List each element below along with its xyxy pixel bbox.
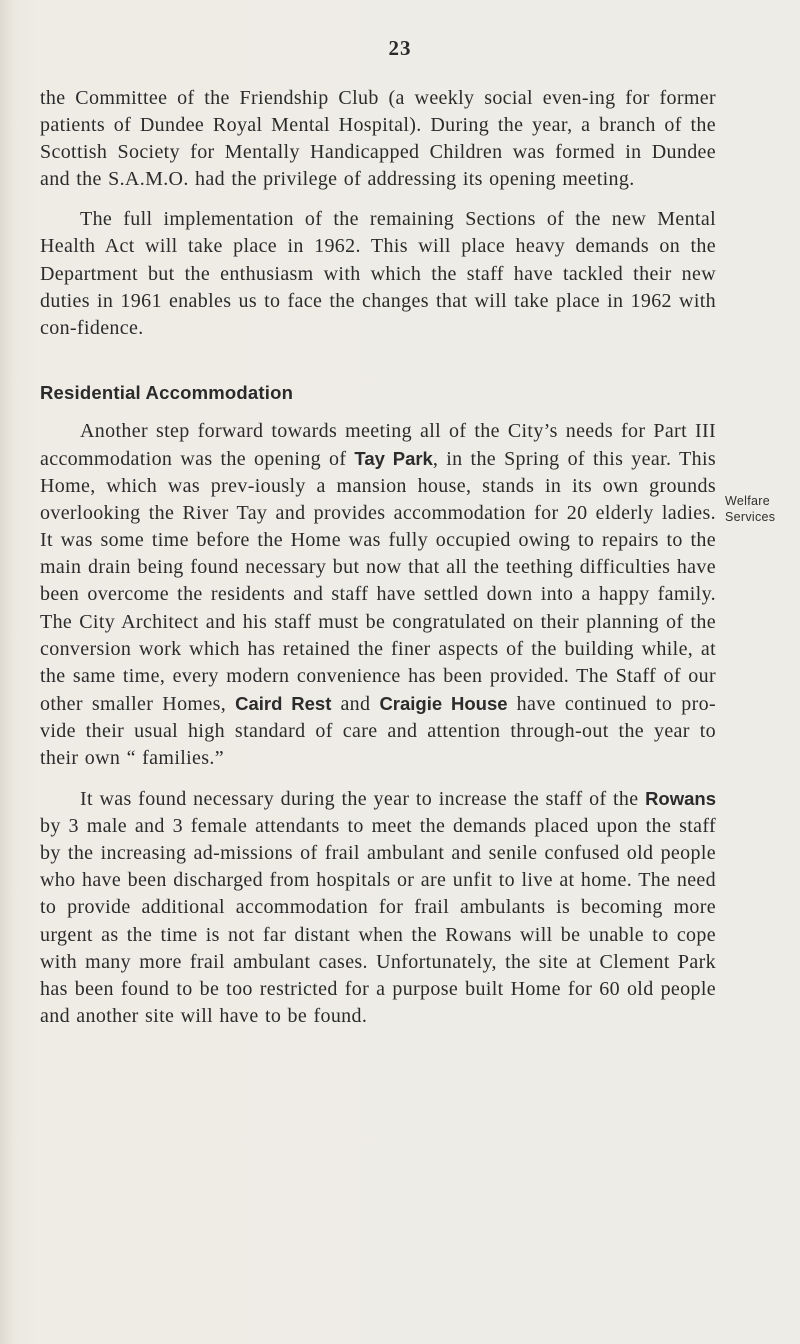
section-heading: Residential Accommodation bbox=[40, 381, 294, 403]
paragraph-text: and bbox=[331, 692, 380, 715]
home-name-caird-rest: Caird Rest bbox=[235, 692, 332, 714]
paragraph-text: , in the Spring of this year. This Home, which was prev-iously a mansion house, stands in its own grounds overlooking the River Tay and provides accommodation for 20 elderly ladies. It was some time before the Home was fully occupied owing to repairs to the main drain being found necessary but now that all the teething difficulties have been overcome the residents and staff have settled down into a happy family. The City Architect and his staff must be congratulated on their planning of the conversion work which has retained the finer aspects of the building while, at the same time, every modern convenience has been provided. The Staff of our other smaller Homes, bbox=[40, 447, 717, 715]
body-text bbox=[40, 85, 716, 1030]
page-number: 23 bbox=[388, 36, 412, 60]
margin-note-welfare-services bbox=[725, 493, 795, 525]
home-name-craigie-house: Craigie House bbox=[379, 692, 508, 714]
paragraph-tay-park bbox=[40, 418, 716, 772]
paragraph-text: by 3 male and 3 female attendants to meet the demands placed upon the staff by the increasing ad-missions of frail ambulant and senile confused old people who have been discharged from hospitals or are unfit to live at home. The need to provide additional accommodation for frail ambulants is becoming more urgent as the time is not far distant when the Rowans will be unable to cope with many more frail ambulant cases. Unfortunately, the site at Clement Park has been found to be too restricted for a purpose built Home for 60 old people and another site will have to be found. bbox=[40, 815, 716, 1027]
paragraph-mental-health-act: The full implementation of the remaining Sections of the new Mental Health Act will take place in 1962. This will place heavy demands on the Department but the enthusiasm with which the staff have tackled their new duties in 1961 enables us to face the changes that will take place in 1962 with con-fidence. bbox=[40, 208, 716, 339]
paragraph-text: Another step forward towards meeting all of the City’s needs for Part III accommodation was the opening of bbox=[40, 419, 716, 470]
paragraph-rowans bbox=[40, 785, 716, 1030]
margin-note-line: Welfare bbox=[725, 494, 770, 508]
paragraph-friendship-club: the Committee of the Friendship Club (a weekly social even-ing for former patients of Dundee Royal Mental Hospital). During the year, a branch of the Scottish Society for Mentally Handicapped Children was formed in Dundee and the S.A.M.O. had the privilege of addressing its opening meeting. bbox=[40, 87, 716, 191]
home-name-tay-park: Tay Park bbox=[354, 447, 433, 469]
margin-note-line: Services bbox=[725, 510, 776, 524]
paragraph-text: have continued to pro-vide their usual high standard of care and attention through-out the year to their own “ families.” bbox=[40, 692, 716, 769]
home-name-rowans: Rowans bbox=[645, 788, 716, 810]
paragraph-text: It was found necessary during the year to increase the staff of the bbox=[80, 788, 646, 811]
